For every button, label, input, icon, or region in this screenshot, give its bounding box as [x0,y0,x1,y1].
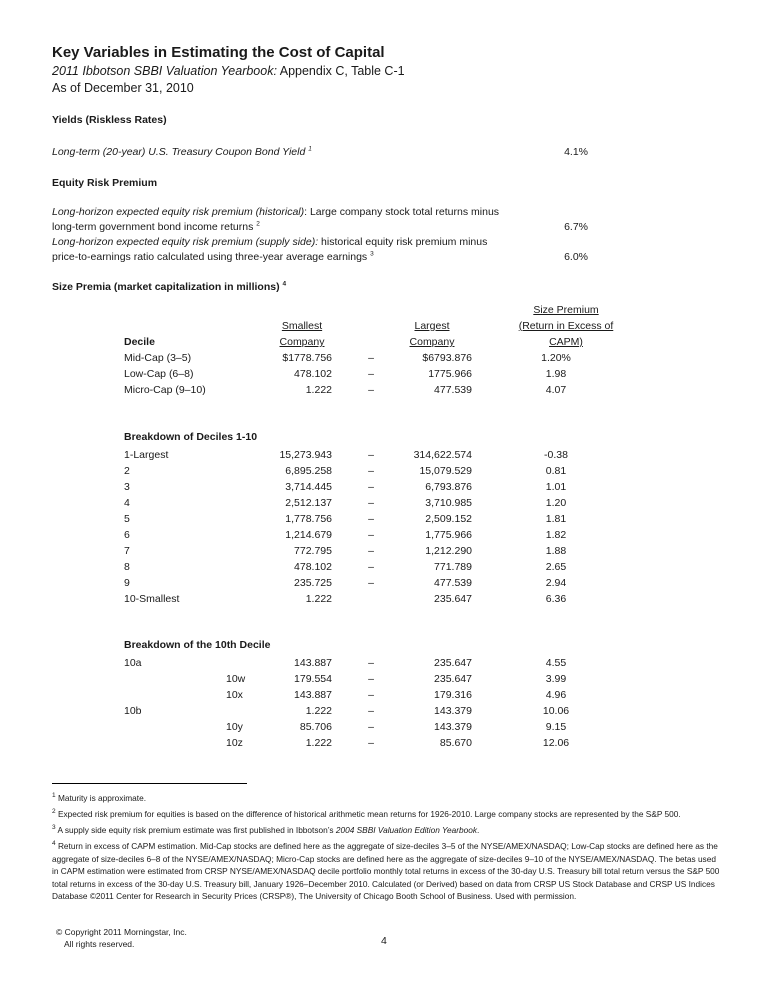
table-row [0,655,768,671]
row-dash: – [368,368,374,380]
table-row [0,527,768,543]
row-smallest: 1,214.679 [285,529,332,541]
row-sublabel: 10x [226,689,243,701]
row-label: 10b [124,705,142,717]
yields-label-text: Long-term (20-year) U.S. Treasury Coupon Bond Yield [52,146,306,158]
erp-supply-line2-text: price-to-earnings ratio calculated using three-year average earnings [52,251,368,263]
footnote-ref-2: 2 [256,220,260,228]
row-smallest: 772.795 [294,545,332,557]
table-row [0,350,768,366]
footnote-2 [52,808,722,821]
erp-supply-desc: historical equity risk premium minus [318,236,488,248]
col-premium-line1 [506,302,626,318]
row-label: Micro-Cap (9–10) [124,384,206,396]
size-heading-text: Size Premia (market capitalization in millions) [52,281,280,293]
row-label: 10-Smallest [124,593,180,605]
footnote-3 [52,824,722,837]
footnote-4-text: Return in excess of CAPM estimation. Mid-Cap stocks are defined here as the aggregate of size-deciles 3–5 of the NYSE/AMEX/NASDAQ; Low-Cap stocks are defined here as the aggregate of size-deciles 6–8 of the NYSE/AMEX/NASDAQ; Micro-Cap stocks are defined here as the aggregate of size-deciles 9–10 of the NYSE/AMEX/NASDAQ. The betas used in CAPM estimation were estimated from CRSP NYSE/AMEX/NASDAQ decile portfolio monthly total returns in excess of the 30-day U.S. Treasury bill total return versus the S&P 500 total returns in excess of the 30-day U.S. Treasury bill, January 1926–December 2010. Calculated (or Derived) based on data from CRSP US Stock Database and CRSP US Indices Database ©2011 Center for Research in Security Prices (CRSP®), The University of Chicago Booth School of Business. Used with permission. [52,841,720,902]
erp-historical-line2 [52,221,260,233]
table-row [0,382,768,398]
row-smallest: 143.887 [294,689,332,701]
col-premium-line2 [506,318,626,334]
table-row [0,687,768,703]
table-row [0,719,768,735]
row-dash: – [368,737,374,749]
footnote-1-text: Maturity is approximate. [57,793,147,803]
row-dash: – [368,689,374,701]
row-smallest: 478.102 [294,368,332,380]
col-smallest-text1: Smallest [281,320,323,332]
footnote-ref-3: 3 [370,250,374,258]
erp-historical-line1 [52,206,499,218]
row-largest: 6,793.876 [425,481,472,493]
row-dash: – [368,673,374,685]
row-label: 7 [124,545,130,557]
subtitle-source: 2011 Ibbotson SBBI Valuation Yearbook: [52,64,277,78]
row-label: 2 [124,465,130,477]
row-smallest: 235.725 [294,577,332,589]
decile-label: Decile [124,336,155,348]
as-of-date: As of December 31, 2010 [52,81,194,95]
row-premium: 1.81 [545,513,567,525]
row-largest: 15,079.529 [419,465,472,477]
col-premium-text3: CAPM) [549,336,583,348]
footnote-1 [52,792,722,805]
row-premium: 9.15 [545,721,567,733]
row-smallest: 3,714.445 [285,481,332,493]
row-dash: – [368,513,374,525]
footnote-3-publication: 2004 SBBI Valuation Edition Yearbook [335,825,478,835]
row-smallest: 478.102 [294,561,332,573]
row-largest: 143.379 [434,721,472,733]
table-row [0,495,768,511]
rights-text: All rights reserved. [64,939,135,949]
row-sublabel: 10z [226,737,243,749]
row-largest: 477.539 [434,577,472,589]
row-label: 3 [124,481,130,493]
yields-value: 4.1% [564,146,588,158]
col-header-premium-row2 [0,318,768,334]
row-premium: 0.81 [545,465,567,477]
row-premium: 1.20 [545,497,567,509]
row-label: Low-Cap (6–8) [124,368,194,380]
row-largest: 2,509.152 [425,513,472,525]
row-premium: 1.98 [545,368,567,380]
row-largest: 314,622.574 [413,449,472,461]
table-row [0,559,768,575]
size-heading [52,281,286,293]
row-dash: – [368,577,374,589]
row-sublabel: 10y [226,721,243,733]
row-label: Mid-Cap (3–5) [124,352,192,364]
row-label: 4 [124,497,130,509]
row-premium: 6.36 [545,593,567,605]
row-smallest: 1.222 [305,737,332,749]
erp-historical-label: Long-horizon expected equity risk premium (historical) [52,206,305,218]
footnote-3-text: A supply side equity risk premium estimate was first published in Ibbotson’s [57,825,336,835]
row-largest: 235.647 [434,657,472,669]
row-sublabel: 10w [226,673,246,685]
row-largest: 477.539 [434,384,472,396]
row-dash: – [368,705,374,717]
footnote-3-end: . [477,825,480,835]
footnote-3-number: 3 [52,824,56,832]
yields-heading: Yields (Riskless Rates) [52,114,167,126]
row-premium: 4.96 [545,689,567,701]
row-smallest: 1.222 [305,384,332,396]
row-dash: – [368,465,374,477]
col-header-row2 [0,334,768,350]
footnote-1-number: 1 [52,792,56,800]
row-dash: – [368,497,374,509]
row-label: 6 [124,529,130,541]
page-title: Key Variables in Estimating the Cost of Capital [52,44,385,61]
table-row [0,575,768,591]
row-premium: 1.20% [541,352,571,364]
row-smallest: 6,895.258 [285,465,332,477]
subtitle-table-ref: Appendix C, Table C-1 [276,64,405,78]
table-row [0,511,768,527]
table-row [0,447,768,463]
footnote-4 [52,840,722,903]
erp-supply-label: Long-horizon expected equity risk premium (supply side): [52,236,319,248]
yields-label [52,146,312,158]
row-dash: – [368,657,374,669]
row-dash: – [368,481,374,493]
col-premium-text2: (Return in Excess of [518,320,614,332]
row-smallest: 1.222 [305,593,332,605]
row-largest: 235.647 [434,673,472,685]
row-largest: 179.316 [434,689,472,701]
table-row [0,366,768,382]
breakdown-heading: Breakdown of Deciles 1-10 [124,431,258,443]
table-row [0,543,768,559]
row-premium: 1.88 [545,545,567,557]
erp-supply-line2 [52,251,374,263]
row-largest: 1,775.966 [425,529,472,541]
erp-historical-line2-text: long-term government bond income returns [52,221,254,233]
row-largest: 143.379 [434,705,472,717]
row-premium: 2.65 [545,561,567,573]
row-label: 1-Largest [124,449,169,461]
row-label: 5 [124,513,130,525]
row-largest: 85.670 [439,737,472,749]
row-smallest: 179.554 [294,673,332,685]
row-dash: – [368,561,374,573]
row-dash: – [368,384,374,396]
row-dash: – [368,545,374,557]
page-subtitle [52,64,405,78]
col-smallest-text2: Company [279,336,325,348]
row-premium: 1.01 [545,481,567,493]
row-dash: – [368,721,374,733]
footnote-ref-1: 1 [308,145,312,153]
row-premium: 4.55 [545,657,567,669]
table-row [0,463,768,479]
row-largest: 1,212.290 [425,545,472,557]
row-largest: 771.789 [434,561,472,573]
row-smallest: 1,778.756 [285,513,332,525]
row-largest: 235.647 [434,593,472,605]
row-smallest: 15,273.943 [279,449,332,461]
row-smallest: 1.222 [305,705,332,717]
row-label: 9 [124,577,130,589]
footnote-divider [52,783,247,784]
col-largest-text1: Largest [414,320,450,332]
row-premium: 10.06 [542,705,570,717]
footnote-2-text: Expected risk premium for equities is based on the difference of historical arithmetic mean returns for 1926-2010. Large company stocks are represented by the S&P 500. [57,809,681,819]
row-label: 8 [124,561,130,573]
col-premium-line3 [506,334,626,350]
row-largest: 1775.966 [428,368,472,380]
table-row [0,479,768,495]
row-dash: – [368,352,374,364]
tenth-decile-heading: Breakdown of the 10th Decile [124,639,271,651]
row-label: 10a [124,657,142,669]
row-smallest: 143.887 [294,657,332,669]
footnote-ref-4: 4 [282,280,287,288]
copyright-text: © Copyright 2011 Morningstar, Inc. [56,927,187,937]
erp-historical-desc: : Large company stock total returns minus [304,206,500,218]
page-number: 4 [381,935,387,947]
table-row [0,703,768,719]
row-premium: 4.07 [545,384,567,396]
row-premium: 3.99 [545,673,567,685]
table-row [0,591,768,607]
erp-supply-value: 6.0% [564,251,588,263]
col-premium-text1: Size Premium [533,304,599,316]
row-smallest: 85.706 [299,721,332,733]
row-premium: 1.82 [545,529,567,541]
erp-historical-value: 6.7% [564,221,588,233]
table-row [0,735,768,751]
footnote-2-number: 2 [52,808,56,816]
row-premium: 2.94 [545,577,567,589]
erp-heading: Equity Risk Premium [52,177,158,189]
row-dash: – [368,449,374,461]
row-largest: $6793.876 [422,352,472,364]
col-smallest-line2 [262,334,342,350]
table-row [0,671,768,687]
row-largest: 3,710.985 [425,497,472,509]
col-largest-text2: Company [409,336,455,348]
erp-supply-line1 [52,236,487,248]
row-dash: – [368,529,374,541]
row-smallest: 2,512.137 [285,497,332,509]
col-largest-line2 [392,334,472,350]
footnote-4-number: 4 [52,840,56,848]
row-smallest: $1778.756 [282,352,332,364]
row-premium: -0.38 [544,449,568,461]
row-premium: 12.06 [542,737,570,749]
